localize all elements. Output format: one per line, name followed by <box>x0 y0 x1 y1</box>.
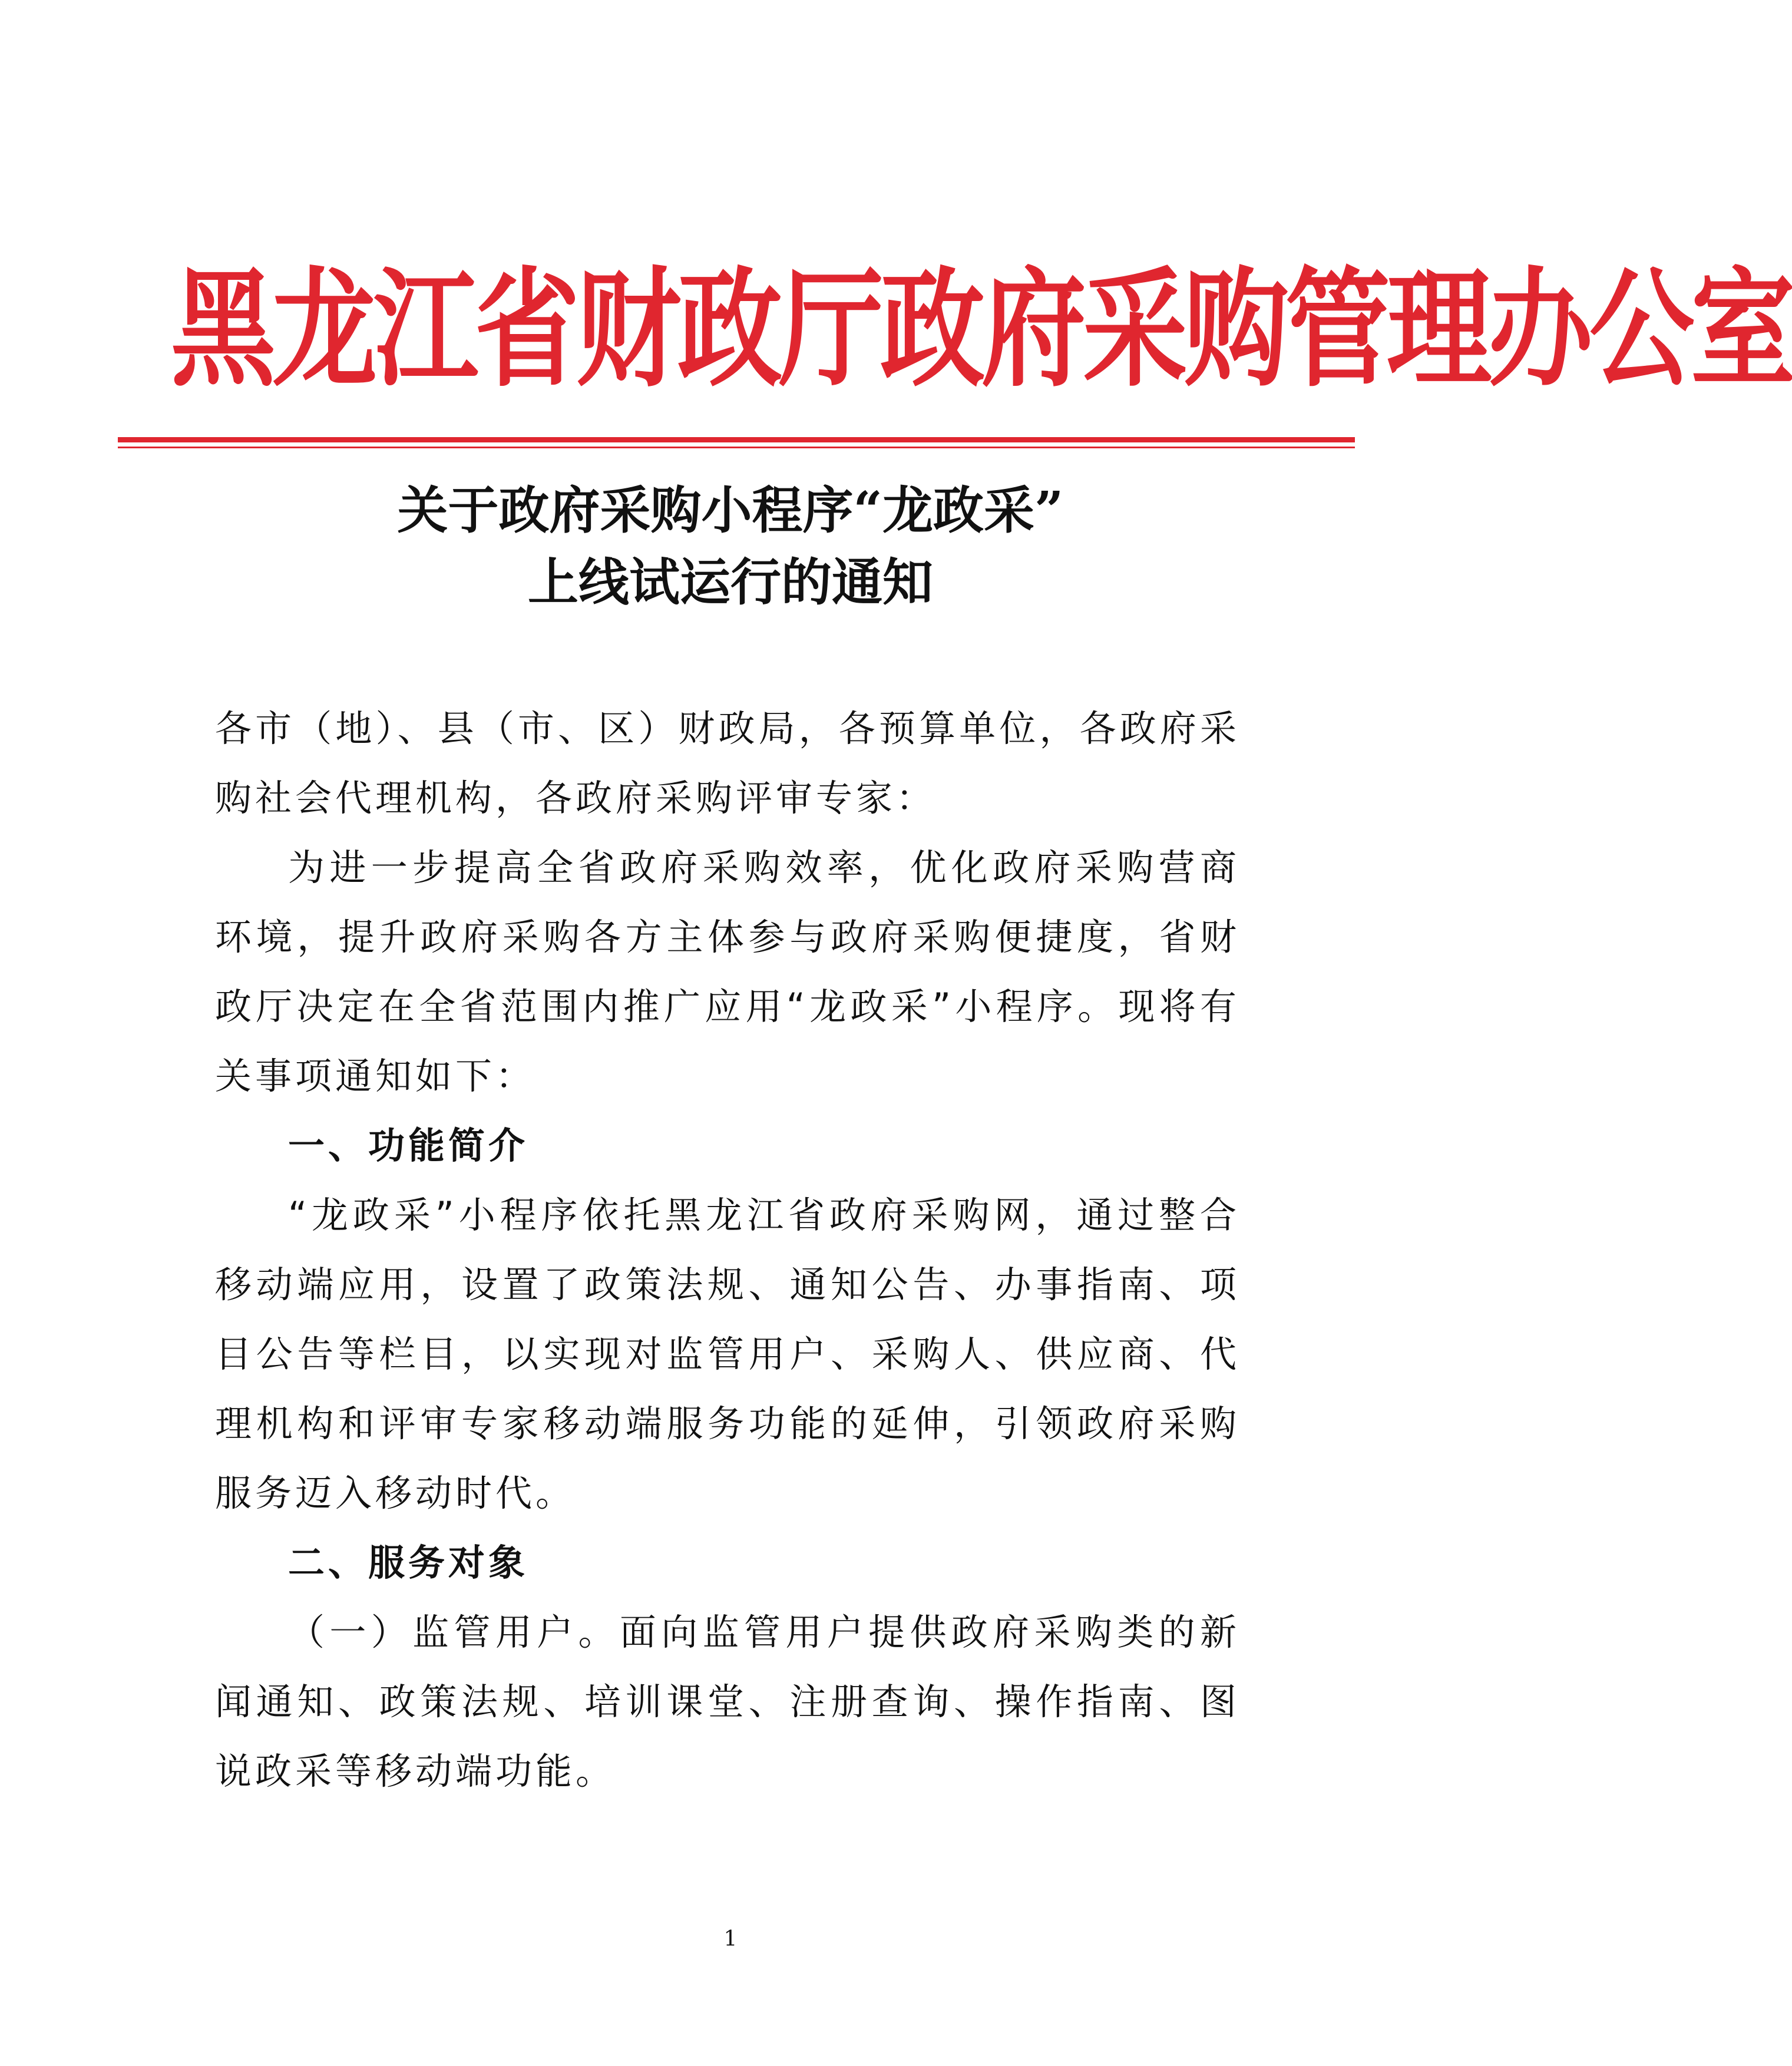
section-2-heading: 二、服务对象 <box>288 1541 529 1584</box>
header-red-rule-thick <box>118 437 1355 442</box>
addressee-paragraph: 各市（地）、县（市、区）财政局，各预算单位，各政府采购社会代理机构，各政府采购评审专家： <box>215 707 1240 819</box>
page-number: 1 <box>723 1927 738 1951</box>
document-title-line-1: 关于政府采购小程序“龙政采” <box>397 481 1064 540</box>
section-1-paragraph: “龙政采”小程序依托黑龙江省政府采购网，通过整合移动端应用，设置了政策法规、通知公告、办事指南、项目公告等栏目，以实现对监管用户、采购人、供应商、代理机构和评审专家移动端服务功能的延伸，引领政府采购服务迈入移动时代。 <box>215 1194 1240 1515</box>
section-2-item-1-paragraph: （一）监管用户。面向监管用户提供政府采购类的新闻通知、政策法规、培训课堂、注册查询、操作指南、图说政采等移动端功能。 <box>215 1611 1240 1793</box>
document-body <box>215 694 1240 1806</box>
intro-paragraph: 为进一步提高全省政府采购效率，优化政府采购营商环境，提升政府采购各方主体参与政府采购便捷度，省财政厅决定在全省范围内推广应用“龙政采”小程序。现将有关事项通知如下： <box>215 846 1240 1098</box>
section-1-heading: 一、功能简介 <box>288 1124 529 1167</box>
document-title-line-2: 上线试运行的通知 <box>528 553 933 612</box>
header-red-rule-thin <box>118 447 1355 448</box>
issuing-organization-header: 黑龙江省财政厅政府采购管理办公室 <box>171 255 1792 404</box>
